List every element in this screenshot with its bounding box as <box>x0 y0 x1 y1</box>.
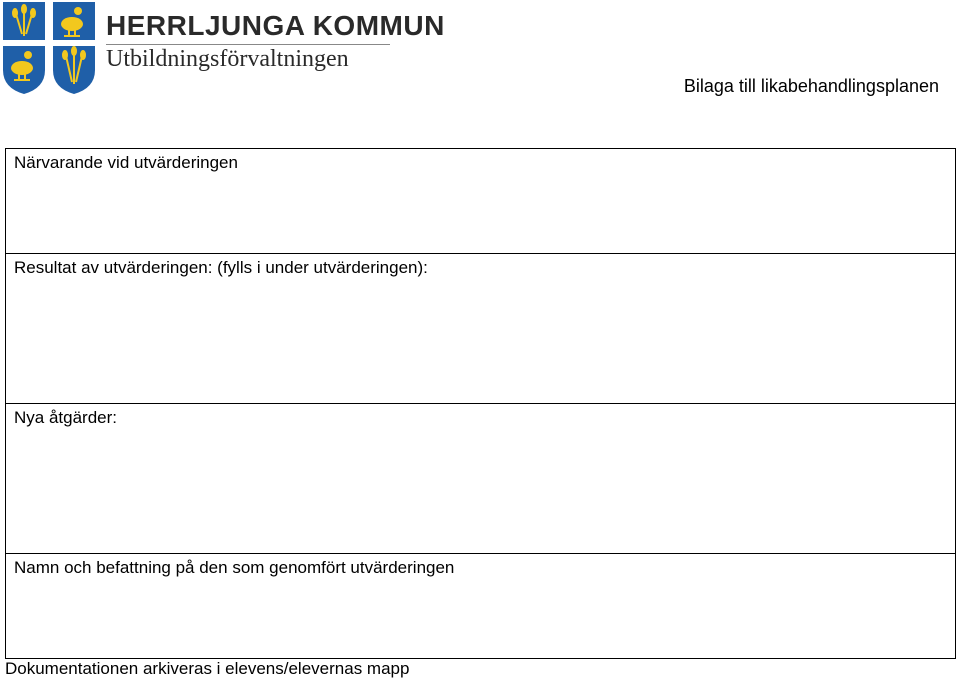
municipal-coat-of-arms-icon <box>2 0 98 96</box>
form-row-label: Namn och befattning på den som genomfört utvärderingen <box>14 558 455 577</box>
form-row-label: Resultat av utvärderingen: (fylls i under utvärderingen): <box>14 258 428 277</box>
footer-note: Dokumentationen arkiveras i elevens/elevernas mapp <box>5 659 410 678</box>
attachment-title: Bilaga till likabehandlingsplanen <box>683 76 939 96</box>
form-row-attendees[interactable] <box>6 149 955 254</box>
form-row-new-measures[interactable] <box>6 404 955 554</box>
form-row-results[interactable] <box>6 254 955 404</box>
header-divider <box>106 44 390 45</box>
department-name: Utbildningsförvaltningen <box>106 46 349 72</box>
form-row-label: Nya åtgärder: <box>14 408 117 427</box>
organization-name: HERRLJUNGA KOMMUN <box>106 10 445 41</box>
form-row-label: Närvarande vid utvärderingen <box>14 153 238 172</box>
form-row-evaluator[interactable] <box>6 554 955 659</box>
evaluation-form-table <box>5 148 956 659</box>
